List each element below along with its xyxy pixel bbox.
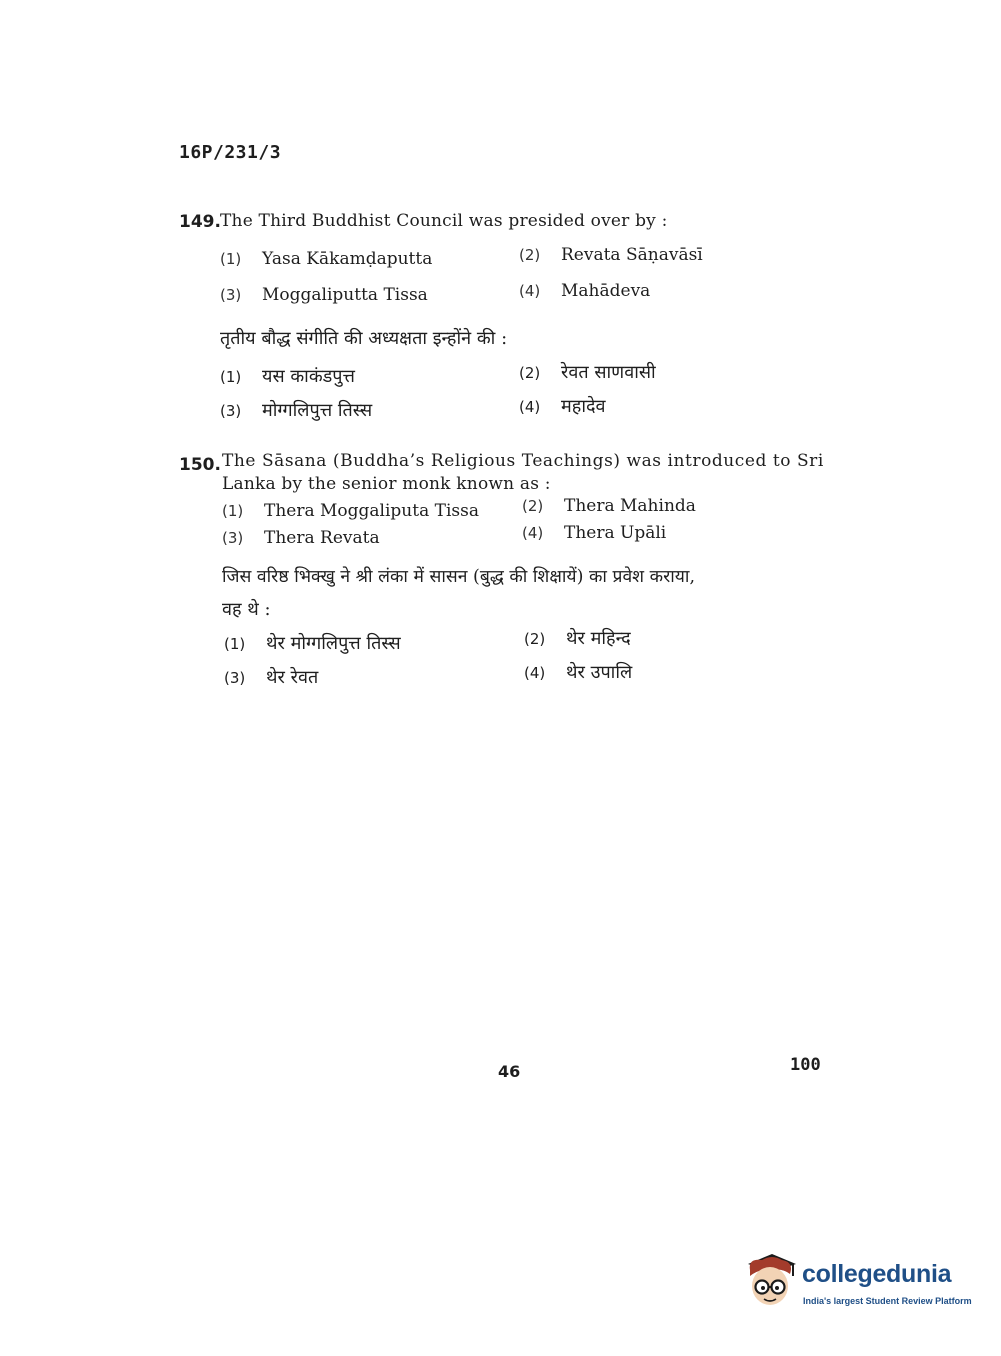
question-text-en-line-1: The Sāsana (Buddha’s Religious Teachings) was introduced to Sri — [222, 451, 824, 471]
option-text: Thera Upāli — [564, 523, 667, 543]
option-number: (1) — [220, 368, 242, 386]
option-number: (1) — [220, 250, 242, 268]
option-number: (4) — [522, 524, 544, 542]
collegedunia-watermark — [742, 1250, 972, 1320]
brand-name: collegedunia — [802, 1260, 952, 1288]
option-en-4 — [519, 281, 650, 301]
option-number: (4) — [519, 398, 541, 416]
option-text: महादेव — [561, 396, 606, 417]
option-hi-3 — [220, 394, 372, 428]
option-text: Yasa Kākamḍaputta — [262, 249, 433, 269]
option-number: (3) — [222, 529, 244, 547]
option-number: (3) — [220, 402, 242, 420]
option-hi-2 — [524, 622, 631, 656]
option-text: Thera Revata — [264, 528, 380, 548]
option-hi-4 — [519, 390, 606, 424]
option-en-4 — [522, 523, 666, 543]
option-number: (2) — [524, 630, 546, 648]
option-number: (2) — [522, 497, 544, 515]
student-mascot-icon — [742, 1250, 800, 1310]
question-number: 149. — [179, 212, 221, 232]
option-number: (3) — [224, 669, 246, 687]
question-text-hi: तृतीय बौद्ध संगीति की अध्यक्षता इन्होंने की : — [220, 328, 508, 349]
option-text: Thera Moggaliputa Tissa — [264, 501, 479, 521]
option-number: (2) — [519, 246, 541, 264]
option-hi-2 — [519, 356, 656, 390]
option-text: मोग्गलिपुत्त तिस्स — [262, 400, 373, 421]
option-number: (3) — [220, 286, 242, 304]
option-text: Thera Mahinda — [564, 496, 696, 516]
question-number: 150. — [179, 455, 221, 475]
option-text: थेर रेवत — [266, 667, 319, 688]
option-text: Mahādeva — [561, 281, 651, 301]
option-number: (4) — [524, 664, 546, 682]
option-hi-1 — [220, 360, 355, 394]
option-hi-1 — [224, 627, 401, 661]
option-text: थेर महिन्द — [566, 628, 631, 649]
option-text: Moggaliputta Tissa — [262, 285, 428, 305]
option-text: थेर मोग्गलिपुत्त तिस्स — [266, 633, 401, 654]
option-en-2 — [519, 245, 703, 265]
paper-code: 16P/231/3 — [179, 142, 282, 163]
page-total: 100 — [790, 1055, 821, 1075]
question-text-en: The Third Buddhist Council was presided over by : — [220, 211, 668, 231]
option-en-3 — [220, 285, 428, 305]
brand-tagline: India's largest Student Review Platform — [803, 1296, 972, 1306]
option-number: (4) — [519, 282, 541, 300]
option-en-2 — [522, 496, 696, 516]
option-number: (1) — [222, 502, 244, 520]
option-text: Revata Sāṇavāsī — [561, 245, 703, 265]
option-number: (1) — [224, 635, 246, 653]
question-text-hi-line-2: वह थे : — [222, 599, 271, 620]
question-text-en-line-2: Lanka by the senior monk known as : — [222, 474, 551, 494]
option-text: रेवत साणवासी — [561, 362, 656, 383]
option-text: थेर उपालि — [566, 662, 633, 683]
option-en-1 — [222, 501, 479, 521]
page-number: 46 — [498, 1062, 521, 1081]
question-text-hi-line-1: जिस वरिष्ठ भिक्खु ने श्री लंका में सासन (बुद्ध की शिक्षायें) का प्रवेश कराया, — [222, 567, 696, 587]
option-hi-3 — [224, 661, 318, 695]
option-hi-4 — [524, 656, 632, 690]
option-en-3 — [222, 528, 380, 548]
option-number: (2) — [519, 364, 541, 382]
option-en-1 — [220, 249, 432, 269]
option-text: यस काकंडपुत्त — [262, 366, 355, 387]
